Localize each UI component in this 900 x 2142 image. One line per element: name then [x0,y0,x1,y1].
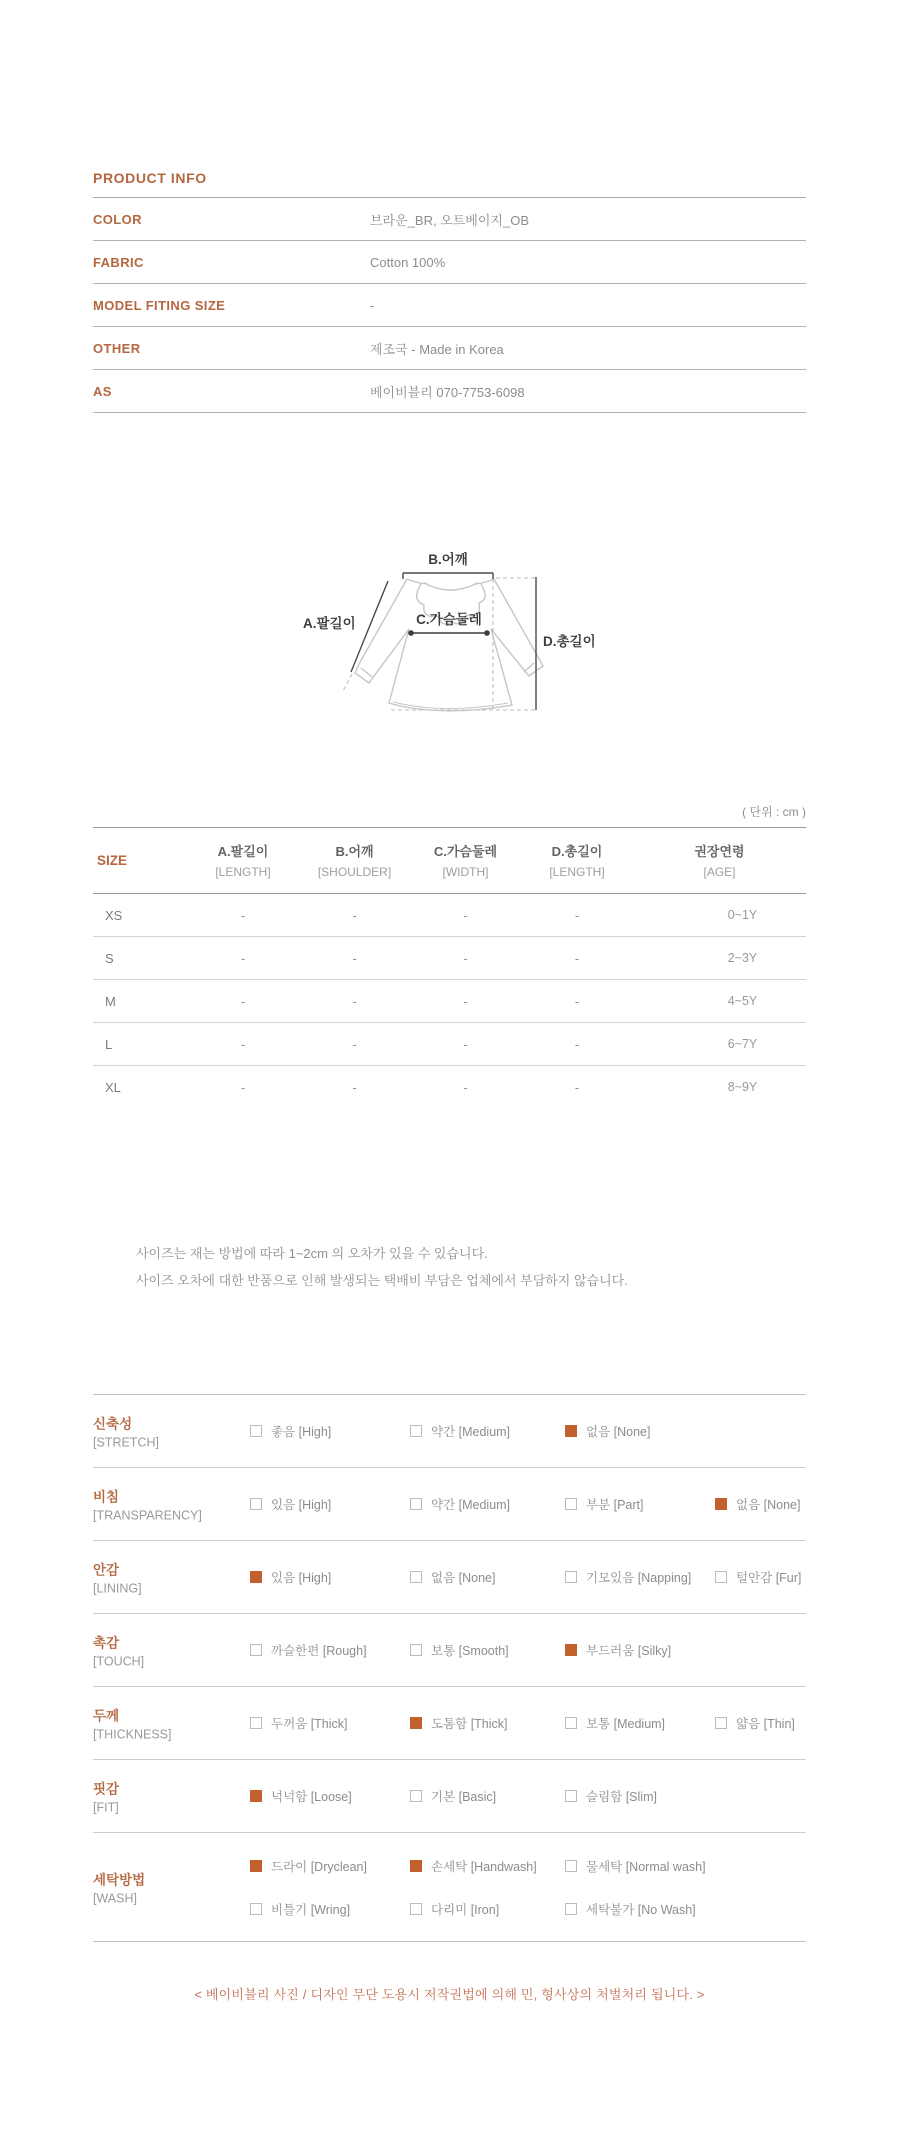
size-cell-value: - [574,1079,580,1095]
property-label [93,1413,159,1450]
property-option-label: 보통 [Smooth] [431,1644,509,1658]
size-cell-value: - [574,907,580,923]
garment-measure-diagram [275,533,625,751]
size-header-main: B.어깨 [335,844,374,859]
property-label [93,1486,202,1523]
checkbox-unchecked-icon [715,1717,727,1729]
property-option [565,1422,650,1440]
property-option [250,1495,331,1513]
property-label [93,1869,145,1906]
checkbox-unchecked-icon [250,1903,262,1915]
property-label-sub: [LINING] [93,1581,142,1596]
checkbox-unchecked-icon [565,1571,577,1583]
size-cell-value: - [463,1036,468,1052]
property-option [410,1857,537,1875]
property-option [250,1568,331,1586]
checkbox-unchecked-icon [250,1425,262,1437]
size-header-sub: [LENGTH] [549,865,605,879]
property-option [715,1568,801,1586]
property-label-main: 비침 [93,1489,120,1505]
property-label-main: 두께 [93,1708,120,1724]
property-row [93,1614,806,1687]
property-option-label: 넉넉함 [Loose] [271,1790,352,1804]
info-label: COLOR [93,211,142,227]
property-option [410,1422,510,1440]
checkbox-unchecked-icon [410,1903,422,1915]
size-cell-value: - [352,1079,357,1095]
copyright-footer: < 베이비블리 사진 / 디자인 무단 도용시 저작권법에 의해 민, 형사상의 처벌처리 됩니다. > [194,1987,705,2002]
property-option-label: 다리미 [Iron] [431,1903,500,1917]
size-table-row [93,894,806,937]
property-option [250,1787,352,1805]
info-row [93,370,806,413]
info-value: 브라운_BR, 오트베이지_OB [370,212,529,228]
size-cell-value: - [352,907,357,923]
property-option-label: 보통 [Medium] [586,1717,666,1731]
shoulder-measure-line [403,573,493,579]
property-option [250,1422,331,1440]
size-table [93,827,806,1108]
info-label: OTHER [93,340,141,356]
dashed-guides [343,578,536,710]
checkbox-unchecked-icon [565,1860,577,1872]
property-label-sub: [WASH] [93,1891,137,1906]
size-cell-size: XL [105,1079,121,1095]
property-option [250,1857,367,1875]
checkbox-unchecked-icon [250,1717,262,1729]
property-option [565,1714,665,1732]
size-header-cell [633,841,806,879]
property-row [93,1541,806,1614]
checkbox-unchecked-icon [250,1644,262,1656]
size-cell-age: 0~1Y [727,908,758,922]
property-label-sub: [THICKNESS] [93,1727,172,1742]
size-cell-value: - [574,950,580,966]
chest-measure-label: C.가슴둘레 [415,612,482,627]
length-measure-label: D.총길이 [542,634,596,649]
property-option [565,1568,691,1586]
product-info-rows [93,198,806,413]
property-option-label: 없음 [None] [586,1425,651,1439]
property-option-label: 드라이 [Dryclean] [271,1860,367,1874]
property-option-label: 세탁불가 [No Wash] [586,1903,696,1917]
checkbox-checked-icon [250,1860,262,1872]
size-table-row [93,1023,806,1066]
property-label [93,1559,142,1596]
size-cell-value: - [463,907,468,923]
product-info-title: PRODUCT INFO [93,170,806,198]
property-option-label: 까슬한편 [Rough] [271,1644,367,1658]
property-option-label: 부분 [Part] [586,1498,644,1512]
property-label [93,1632,144,1669]
size-table-header [93,828,806,894]
info-label: AS [93,383,112,399]
checkbox-checked-icon [250,1571,262,1583]
property-label-sub: [TOUCH] [93,1654,145,1669]
property-option-label: 털안감 [Fur] [736,1571,802,1585]
checkbox-unchecked-icon [410,1571,422,1583]
property-option [410,1787,496,1805]
size-cell-value: - [240,993,246,1009]
garment-diagram-svg [275,533,625,751]
size-section [93,803,806,1108]
size-cell-age: 8~9Y [727,1080,758,1094]
property-row [93,1687,806,1760]
property-option [715,1714,795,1732]
property-label [93,1705,172,1742]
property-option-label: 있음 [High] [271,1571,332,1585]
checkbox-checked-icon [410,1717,422,1729]
fabric-properties-section [93,1394,806,1942]
size-cell-age: 4~5Y [727,994,758,1008]
property-row [93,1833,806,1941]
property-option-label: 부드러움 [Silky] [586,1644,672,1658]
checkbox-unchecked-icon [565,1790,577,1802]
size-cell-value: - [574,1036,580,1052]
size-cell-size: L [105,1036,113,1052]
property-option-label: 약간 [Medium] [431,1425,511,1439]
checkbox-unchecked-icon [250,1498,262,1510]
size-header-sub: [SHOULDER] [317,865,392,879]
property-row [93,1468,806,1541]
property-option [565,1641,671,1659]
checkbox-checked-icon [565,1425,577,1437]
product-info-section [93,0,806,413]
size-table-row [93,1066,806,1108]
size-cell-value: - [463,1079,468,1095]
property-label-main: 촉감 [93,1635,120,1651]
size-table-row [93,980,806,1023]
info-row [93,198,806,241]
info-value: - [370,297,375,313]
checkbox-unchecked-icon [410,1425,422,1437]
size-cell-value: - [240,1079,246,1095]
property-label-sub: [STRETCH] [93,1435,159,1450]
size-cell-value: - [352,950,357,966]
checkbox-checked-icon [565,1644,577,1656]
size-cell-value: - [463,993,468,1009]
size-header-cell [410,841,521,879]
shoulder-measure-label: B.어깨 [427,552,468,567]
property-option-label: 없음 [None] [431,1571,496,1585]
info-row [93,284,806,327]
property-option-label: 물세탁 [Normal wash] [586,1860,706,1874]
checkbox-unchecked-icon [410,1790,422,1802]
size-table-body [93,894,806,1108]
checkbox-checked-icon [410,1860,422,1872]
property-row [93,1395,806,1468]
property-label-main: 안감 [93,1562,120,1578]
property-option [250,1900,350,1918]
size-cell-value: - [352,1036,357,1052]
size-header-cell [299,841,410,879]
size-header-cell [521,841,633,879]
property-label [93,1778,119,1815]
property-option-label: 슬림함 [Slim] [586,1790,657,1804]
checkbox-unchecked-icon [410,1498,422,1510]
info-row [93,241,806,284]
checkbox-unchecked-icon [565,1903,577,1915]
property-option-label: 도톰함 [Thick] [431,1717,508,1731]
size-header-sub: [WIDTH] [442,865,489,879]
property-label-main: 핏감 [93,1781,120,1797]
size-cell-size: S [105,950,114,966]
property-option-label: 약간 [Medium] [431,1498,511,1512]
property-option-label: 좋음 [High] [271,1425,332,1439]
checkbox-unchecked-icon [565,1498,577,1510]
property-option-label: 두꺼움 [Thick] [271,1717,348,1731]
property-option [410,1568,495,1586]
property-option-label: 있음 [High] [271,1498,332,1512]
checkbox-unchecked-icon [410,1644,422,1656]
property-option-label: 손세탁 [Handwash] [431,1860,537,1874]
size-cell-age: 2~3Y [727,951,758,965]
size-cell-value: - [240,950,246,966]
unit-note: ( 단위 : cm ) [742,805,806,819]
property-option [565,1787,657,1805]
size-notes [136,1240,806,1294]
size-header-main: 권장연령 [694,844,745,859]
checkbox-unchecked-icon [565,1717,577,1729]
info-row [93,327,806,370]
size-header-main: A.팔길이 [217,844,269,859]
size-header-size: SIZE [97,852,128,868]
size-cell-size: XS [105,907,123,923]
checkbox-checked-icon [250,1790,262,1802]
page-content [93,0,806,2003]
property-label-main: 세탁방법 [93,1872,146,1888]
size-cell-value: - [240,907,246,923]
property-option [410,1900,499,1918]
property-option [715,1495,800,1513]
size-cell-size: M [105,993,116,1009]
info-value: Cotton 100% [370,254,446,270]
property-option [410,1495,510,1513]
info-label: FABRIC [93,254,144,270]
info-label: MODEL FITING SIZE [93,297,226,313]
property-option [565,1857,706,1875]
property-option-label: 기모있음 [Napping] [586,1571,692,1585]
property-row [93,1760,806,1833]
size-header-sub: [LENGTH] [215,865,271,879]
property-option [250,1641,367,1659]
size-header-sub: [AGE] [703,865,736,879]
property-label-main: 신축성 [93,1416,133,1432]
size-note-line: 사이즈 오차에 대한 반품으로 인해 발생되는 택배비 부담은 업체에서 부담하지 않습니다. [136,1273,628,1288]
property-option [410,1641,509,1659]
property-option [410,1714,508,1732]
property-option [565,1495,644,1513]
size-header-main: D.총길이 [551,844,603,859]
property-label-sub: [FIT] [93,1800,119,1815]
size-header-main: C.가슴둘레 [433,844,498,859]
checkbox-checked-icon [715,1498,727,1510]
checkbox-unchecked-icon [715,1571,727,1583]
info-value: 제조국 - Made in Korea [370,341,504,357]
size-cell-value: - [240,1036,246,1052]
property-option-label: 기본 [Basic] [431,1790,497,1804]
property-option [565,1900,696,1918]
property-option [250,1714,348,1732]
size-cell-value: - [574,993,580,1009]
size-table-row [93,937,806,980]
property-label-sub: [TRANSPARENCY] [93,1508,202,1523]
size-cell-value: - [352,993,357,1009]
info-value: 베이비블리 070-7753-6098 [370,384,525,400]
property-option-label: 없음 [None] [736,1498,801,1512]
arm-measure-line [351,581,388,672]
chest-measure-line [408,630,490,636]
size-cell-age: 6~7Y [727,1037,758,1051]
size-cell-value: - [463,950,468,966]
property-option-label: 비틀기 [Wring] [271,1903,351,1917]
size-note-line: 사이즈는 재는 방법에 따라 1~2cm 의 오차가 있을 수 있습니다. [136,1246,488,1261]
arm-measure-label: A.팔길이 [302,616,356,631]
size-header-cell [187,841,299,879]
property-option-label: 얇음 [Thin] [736,1717,795,1731]
garment-outline [355,579,543,711]
